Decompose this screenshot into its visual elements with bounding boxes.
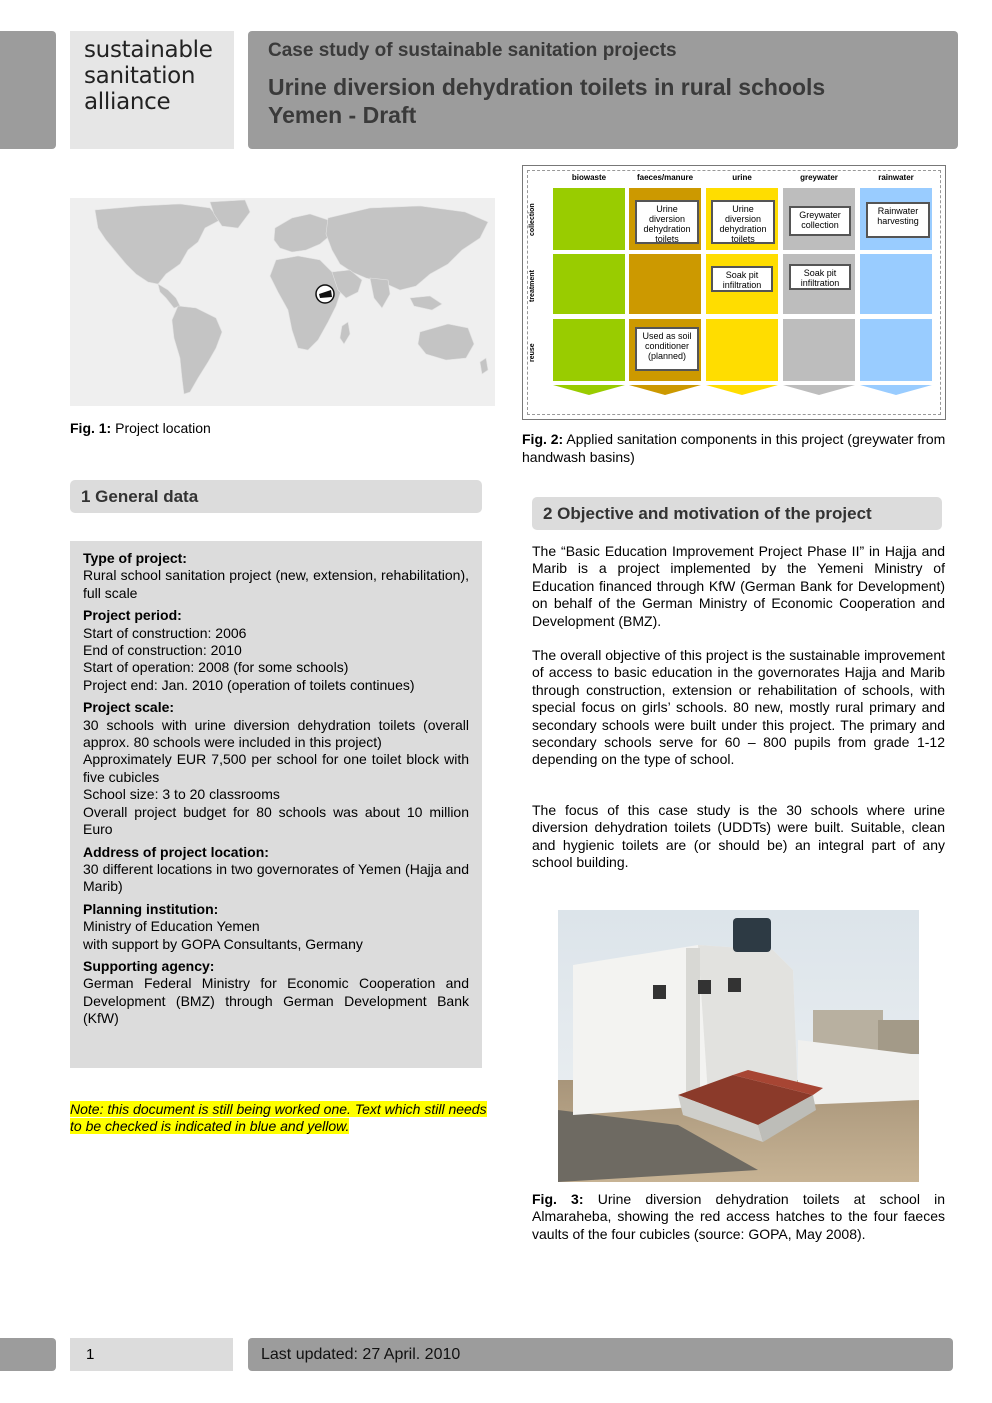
footer-left-band — [0, 1338, 56, 1371]
general-data-label: Type of project: — [83, 550, 187, 566]
document-subtitle: Case study of sustainable sanitation projects — [268, 40, 677, 61]
sanitation-components-diagram — [522, 165, 946, 420]
section2-paragraph-2: The overall objective of this project is the sustainable improvement of access to basic education in the governorates Hajja and Marib through construction, extension or rehabilitation of schools, with special focus on girls’ schools. 80 new, mostly rural primary and secondary schools were built under this project. The primary and secondary schools serve for 60 – 800 pupils from grade 1-12 depending on the type of school. — [532, 647, 945, 768]
school-toilet-photo-svg — [558, 910, 919, 1182]
general-data-value: Rural school sanitation project (new, extension, rehabilitation), full scale — [83, 567, 469, 601]
header-left-band — [0, 31, 56, 149]
section1-heading: 1 General data — [70, 480, 482, 513]
arrow-faeces — [629, 385, 701, 395]
row-header-treatment: treatment — [529, 270, 536, 302]
sustainable-sanitation-alliance-logo — [84, 37, 213, 115]
arrow-rainwater — [860, 385, 932, 395]
arrow-greywater — [783, 385, 855, 395]
general-data-label: Address of project location: — [83, 843, 269, 860]
general-data-label: Project scale: — [83, 699, 175, 716]
general-data-box — [70, 541, 482, 1068]
row-header-collection: collection — [529, 203, 536, 236]
arrow-biowaste — [553, 385, 625, 395]
cell-faeces-treatment — [629, 254, 701, 314]
tech-box-urine-collection: Urine diversion dehydration toilets — [711, 200, 775, 244]
cell-greywater-reuse — [783, 319, 855, 381]
fig3-label: Fig. 3: — [532, 1191, 584, 1207]
cell-biowaste-treatment — [553, 254, 625, 314]
cell-biowaste-collection — [553, 188, 625, 250]
draft-note — [70, 1101, 488, 1136]
fig1-caption — [70, 419, 211, 437]
general-data-label: Planning institution: — [83, 900, 219, 917]
world-map-svg — [70, 198, 495, 406]
title-line: Yemen - Draft — [268, 102, 417, 128]
cell-urine-reuse — [706, 319, 778, 381]
fig1-text: Project location — [115, 420, 211, 436]
yemen-location-marker — [316, 285, 334, 303]
column-header-biowaste: biowaste — [571, 173, 607, 182]
arrow-urine — [706, 385, 778, 395]
fig3-caption — [532, 1191, 945, 1243]
general-data-value: Start of construction: 2006 End of construction: 2010 Start of operation: 2008 (for some schools) Project end: Jan. 2010 (operation of toilets continues) — [83, 624, 415, 693]
last-updated: Last updated: 27 April. 2010 — [248, 1338, 953, 1371]
fig3-text: Urine diversion dehydration toilets at school in Almaraheba, showing the red access hatches to the four faeces vaults of the four cubicles (source: GOPA, May 2008). — [532, 1191, 946, 1242]
world-map-image — [70, 198, 495, 406]
page-number: 1 — [70, 1338, 233, 1371]
tech-box-rainwater-collection: Rainwater harvesting — [866, 202, 930, 238]
general-data-value: 30 different locations in two governorates of Yemen (Hajja and Marib) — [83, 860, 469, 895]
cell-rainwater-reuse — [860, 319, 932, 381]
general-data-value: Ministry of Education Yemen with support by GOPA Consultants, Germany — [83, 918, 363, 952]
fig2-caption — [522, 430, 946, 466]
tech-box-faeces-reuse: Used as soil conditioner (planned) — [635, 327, 699, 371]
document-title — [268, 73, 825, 129]
logo-line: alliance — [84, 89, 171, 115]
general-data-value: German Federal Ministry for Economic Cooperation and Development (BMZ) through German Development Bank (KfW) — [83, 975, 469, 1027]
title-line: Urine diversion dehydration toilets in rural schools — [268, 74, 826, 100]
cell-rainwater-treatment — [860, 254, 932, 314]
section2-heading: 2 Objective and motivation of the project — [532, 497, 942, 530]
tech-box-greywater-collection: Greywater collection — [789, 206, 851, 236]
general-data-value: 30 schools with urine diversion dehydration toilets (overall approx. 80 schools were included in this project) Approximately EUR 7,500 per school for one toilet block with five cubicles School size: 3 to 20 classrooms Overall project budget for 80 schools was about 10 million Euro — [83, 716, 469, 838]
column-header-rainwater: rainwater — [878, 173, 914, 182]
column-header-faeces: faeces/manure — [636, 173, 694, 182]
cell-biowaste-reuse — [553, 319, 625, 381]
tech-box-greywater-treatment: Soak pit infiltration — [789, 264, 851, 290]
draft-note-text: Note: this document is still being worked one. Text which still needs to be checked is indicated in blue and yellow. — [70, 1101, 487, 1135]
section2-paragraph-1: The “Basic Education Improvement Project Phase II” in Hajja and Marib is a project implemented by the Yemeni Ministry of Education financed through KfW (German Bank for Development) on behalf of the German Ministry of Economic Cooperation and Development (BMZ). — [532, 543, 945, 629]
column-header-urine: urine — [732, 173, 752, 182]
row-header-reuse: reuse — [529, 343, 536, 362]
logo-line: sustainable — [84, 37, 213, 63]
fig2-label: Fig. 2: — [522, 431, 564, 447]
school-toilet-photo — [558, 910, 919, 1182]
fig1-label: Fig. 1: — [70, 420, 112, 436]
general-data-list — [83, 550, 469, 1028]
column-header-greywater: greywater — [800, 173, 838, 182]
general-data-label: Supporting agency: — [83, 957, 215, 974]
logo-line: sanitation — [84, 63, 196, 89]
general-data-label: Project period: — [83, 607, 182, 624]
tech-box-urine-treatment: Soak pit infiltration — [711, 266, 773, 292]
tech-box-faeces-collection: Urine diversion dehydration toilets — [635, 200, 699, 244]
section2-paragraph-3: The focus of this case study is the 30 schools where urine diversion dehydration toilets (UDDTs) were built. Suitable, clean and hygienic toilets are (or should be) an integral part of any school building. — [532, 802, 945, 871]
fig2-text: Applied sanitation components in this project (greywater from handwash basins) — [522, 431, 946, 465]
